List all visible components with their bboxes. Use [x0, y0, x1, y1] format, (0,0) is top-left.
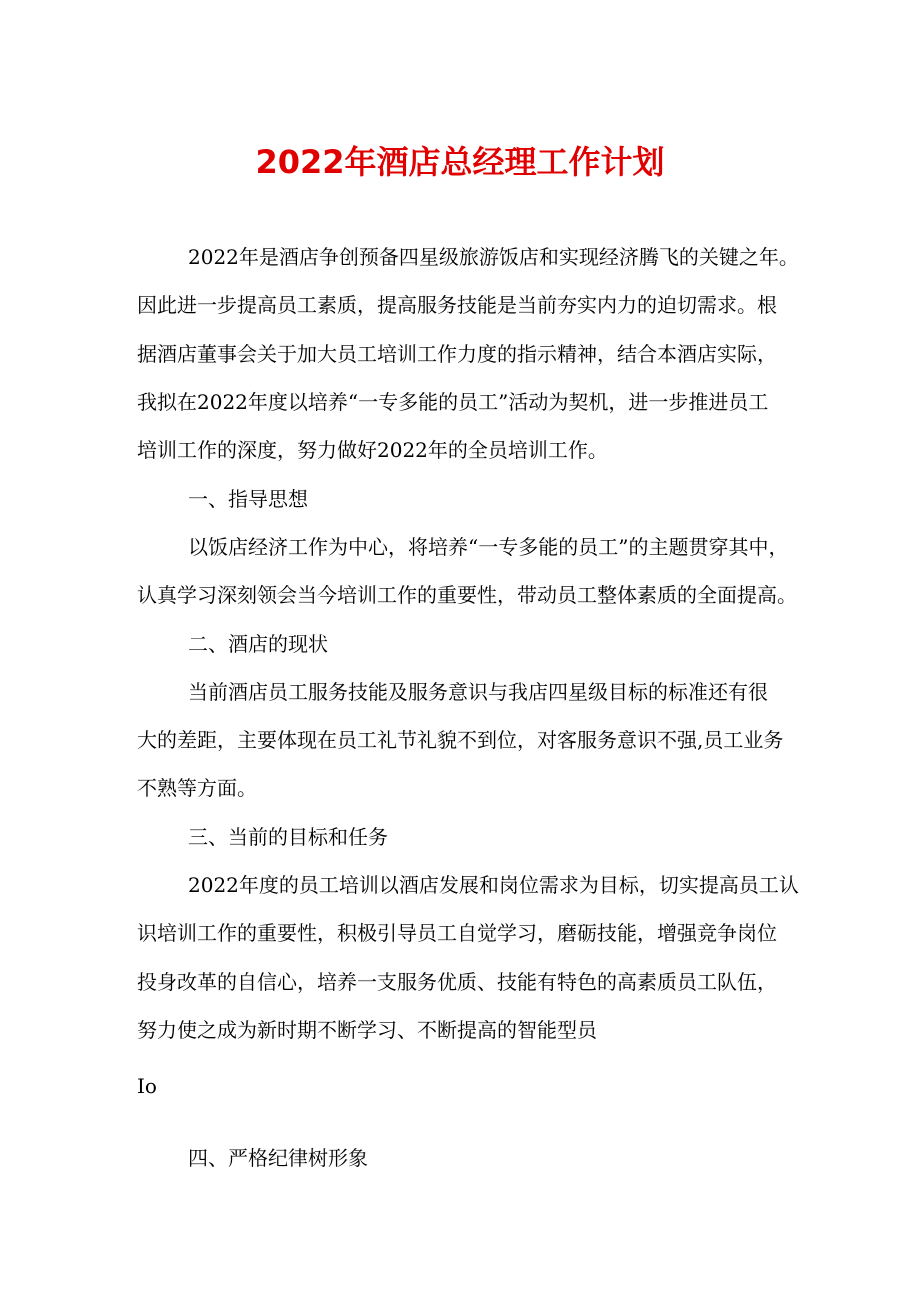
paragraph-line: 识培训工作的重要性，积极引导员工自觉学习，磨砺技能，增强竞争岗位: [137, 921, 777, 945]
section-heading: 二、酒店的现状: [188, 632, 328, 656]
paragraph-line: 不熟等方面。: [137, 776, 257, 800]
paragraph-line: 2022年是酒店争创预备四星级旅游饭店和实现经济腾飞的关键之年。: [188, 245, 799, 269]
paragraph-line: 投身改革的自信心，培养一支服务优质、技能有特色的高素质员工队伍，: [137, 970, 777, 994]
paragraph-line: 据酒店董事会关于加大员工培训工作力度的指示精神，结合本酒店实际，: [137, 342, 777, 366]
paragraph-line: 大的差距，主要体现在员工礼节礼貌不到位，对客服务意识不强,员工业务: [137, 728, 784, 752]
paragraph-line: 以饭店经济工作为中心，将培养“一专多能的员工”的主题贯穿其中，: [188, 535, 789, 559]
paragraph-line: 2022年度的员工培训以酒店发展和岗位需求为目标，切实提高员工认: [188, 873, 799, 897]
paragraph-line: 培训工作的深度，努力做好2022年的全员培训工作。: [137, 438, 608, 462]
paragraph-line: 认真学习深刻领会当今培训工作的重要性，带动员工整体素质的全面提高。: [137, 583, 797, 607]
paragraph-line: 因此进一步提高员工素质，提高服务技能是当前夯实内力的迫切需求。根: [137, 293, 777, 317]
paragraph-line: 努力使之成为新时期不断学习、不断提高的智能型员: [137, 1018, 597, 1042]
section-heading: 一、指导思想: [188, 487, 308, 511]
section-heading: 四、严格纪律树形象: [188, 1146, 368, 1170]
document-title: 2022年酒店总经理工作计划: [255, 143, 665, 181]
section-heading: 三、当前的目标和任务: [188, 825, 388, 849]
paragraph-line: Io: [137, 1074, 157, 1098]
paragraph-line: 我拟在2022年度以培养“一专多能的员工”活动为契机，进一步推进员工: [137, 390, 769, 414]
paragraph-line: 当前酒店员工服务技能及服务意识与我店四星级目标的标准还有很: [188, 680, 768, 704]
